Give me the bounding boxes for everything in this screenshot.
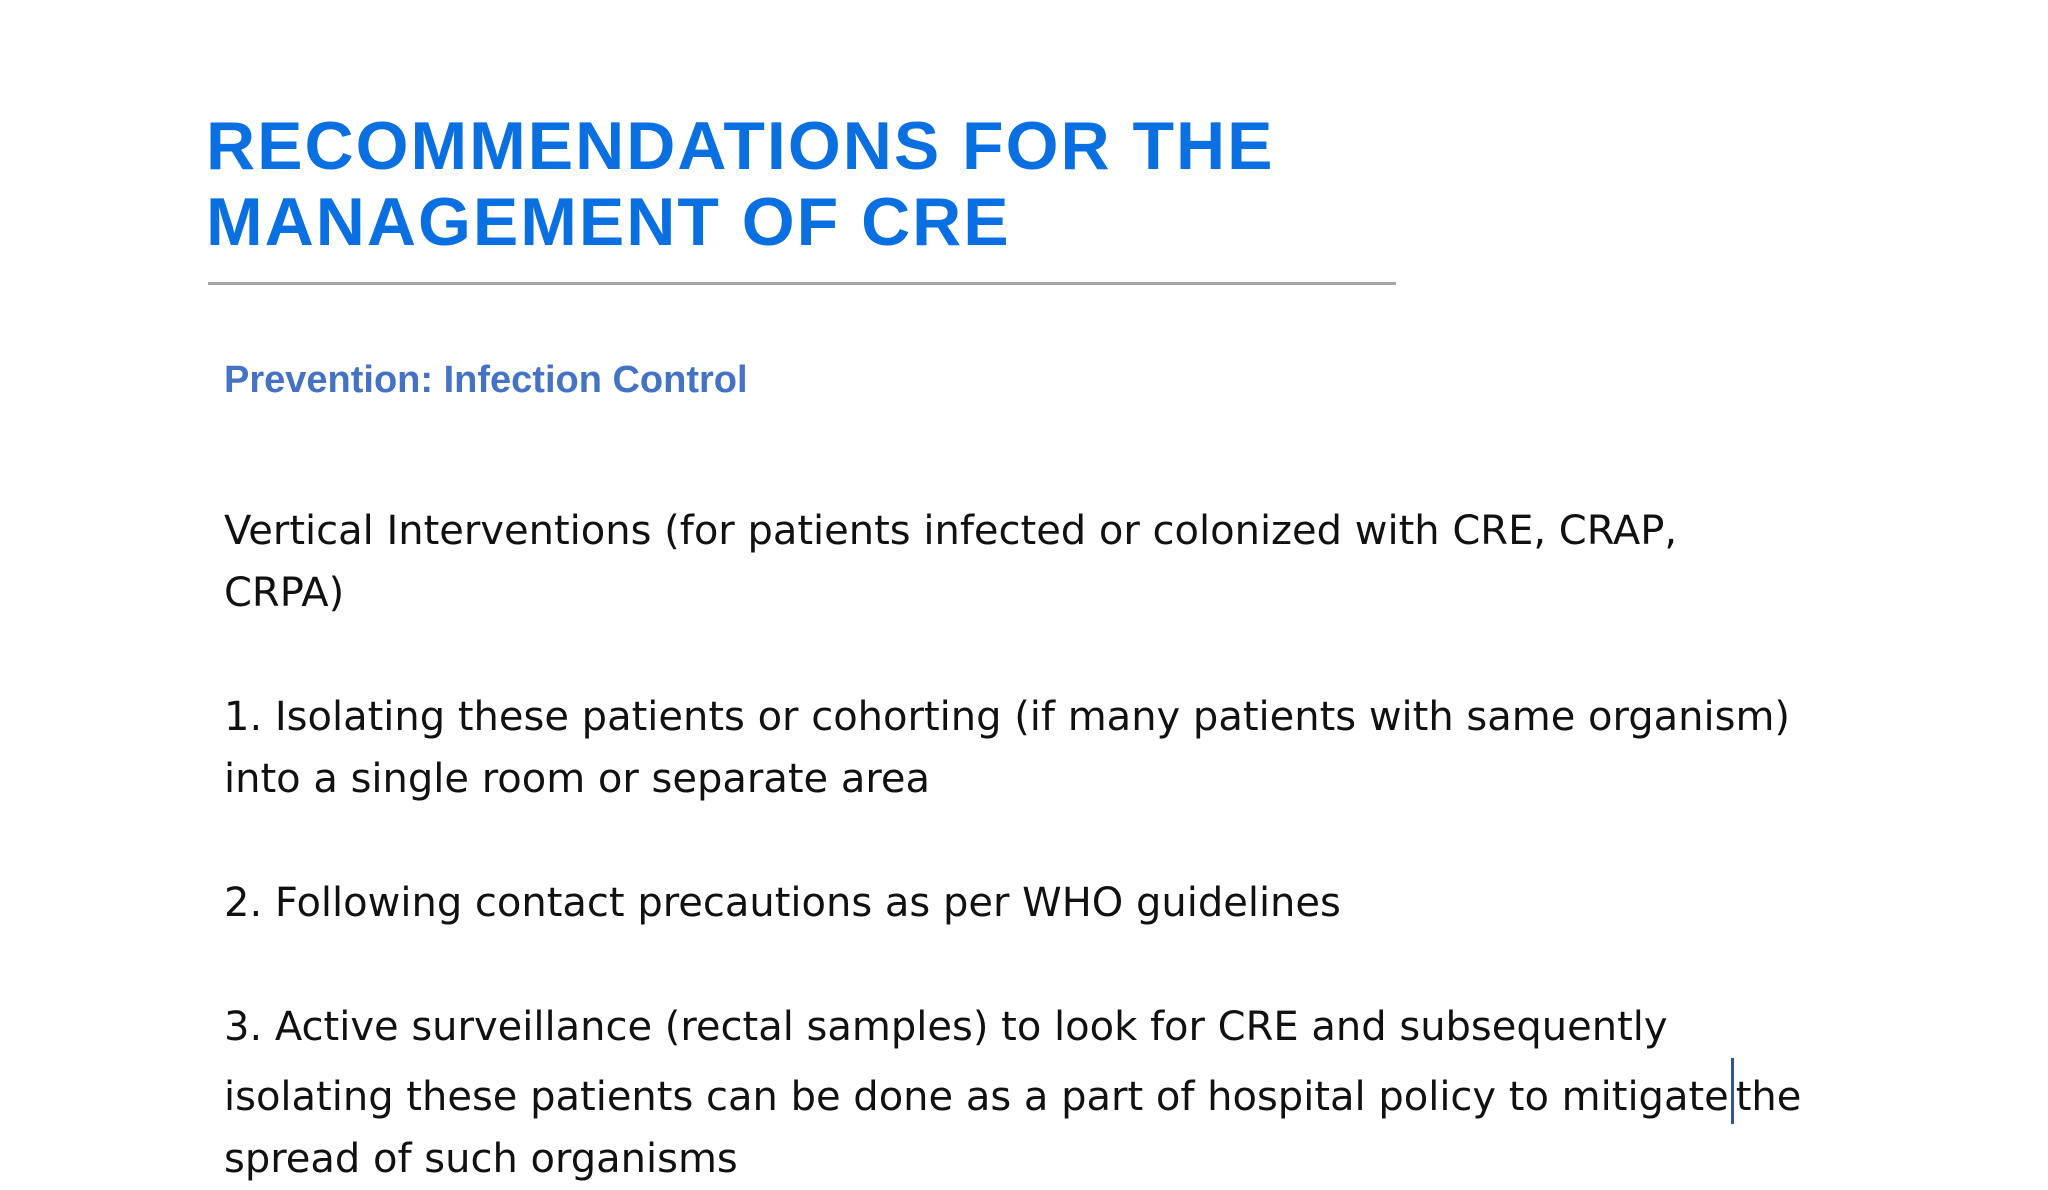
slide-title-line-2: MANAGEMENT OF CRE bbox=[206, 184, 1011, 260]
paragraph-vertical-interventions bbox=[224, 500, 1904, 624]
title-divider bbox=[208, 282, 1396, 285]
paragraph-line: 3. Active surveillance (rectal samples) to look for CRE and subsequently bbox=[224, 1004, 1668, 1050]
paragraph-line: spread of such organisms bbox=[224, 1136, 738, 1182]
paragraph-line: 2. Following contact precautions as per WHO guidelines bbox=[224, 880, 1341, 926]
paragraph-item-2 bbox=[224, 872, 1904, 934]
slide-title bbox=[206, 108, 1406, 260]
paragraph-line: Vertical Interventions (for patients infected or colonized with CRE, CRAP, bbox=[224, 508, 1678, 554]
paragraph-item-3 bbox=[224, 996, 1904, 1190]
paragraph-line-with-cursor bbox=[224, 1058, 1904, 1128]
paragraph-item-1 bbox=[224, 686, 1904, 810]
paragraph-line: CRPA) bbox=[224, 570, 345, 616]
paragraph-line: into a single room or separate area bbox=[224, 756, 931, 802]
slide-body[interactable] bbox=[224, 500, 1904, 1190]
slide-subtitle: Prevention: Infection Control bbox=[224, 359, 748, 401]
slide-title-line-1: RECOMMENDATIONS FOR THE bbox=[206, 108, 1275, 184]
text-cursor bbox=[1731, 1058, 1734, 1124]
paragraph-line-text: the bbox=[1735, 1074, 1802, 1120]
paragraph-line-text: isolating these patients can be done as a part of hospital policy to mitigate bbox=[224, 1074, 1729, 1120]
paragraph-line: 1. Isolating these patients or cohorting (if many patients with same organism) bbox=[224, 694, 1791, 740]
